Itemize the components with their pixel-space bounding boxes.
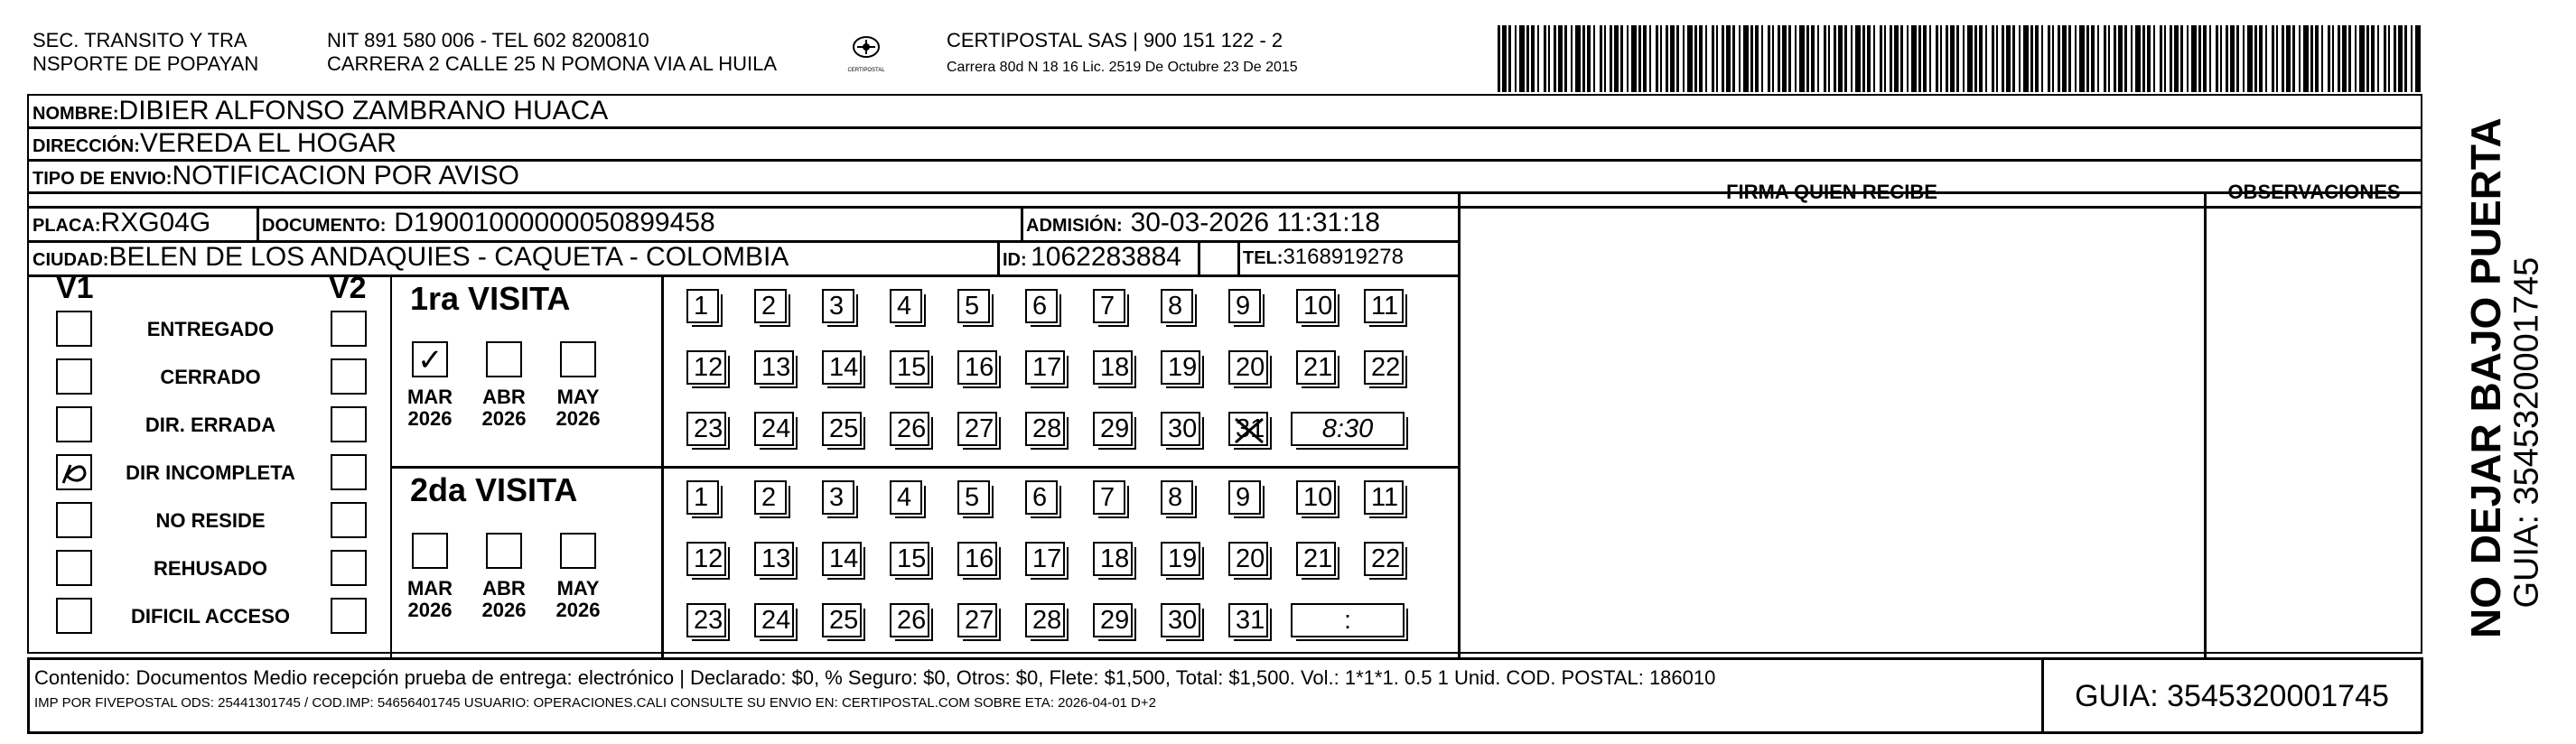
visit-1-day-20[interactable]: 20 (1228, 350, 1268, 385)
placa-row: PLACA:RXG04G (33, 208, 211, 237)
v2-label: V2 (329, 271, 367, 305)
visit-2-day-7[interactable]: 7 (1093, 480, 1125, 515)
visit-1-day-8[interactable]: 8 (1161, 289, 1193, 323)
v1-checkbox-rehusado[interactable] (56, 550, 92, 586)
visit-2-day-17[interactable]: 17 (1025, 542, 1065, 576)
observations-area[interactable] (2206, 209, 2422, 656)
visit-1-day-26[interactable]: 26 (890, 412, 929, 446)
visit-1-day-12[interactable]: 12 (686, 350, 726, 385)
v2-checkbox-dificil-acceso[interactable] (331, 598, 367, 634)
signature-area[interactable] (1460, 209, 2204, 656)
visit-2-day-30[interactable]: 30 (1161, 603, 1200, 637)
visit-1-day-23[interactable]: 23 (686, 412, 726, 446)
visit-1-day-15[interactable]: 15 (890, 350, 929, 385)
visit-1-day-5[interactable]: 5 (957, 289, 990, 323)
visit-2-day-29[interactable]: 29 (1093, 603, 1133, 637)
visit-1-day-28[interactable]: 28 (1025, 412, 1065, 446)
visit-2-day-22[interactable]: 22 (1364, 542, 1404, 576)
visit-1-day-11[interactable]: 11 (1364, 289, 1404, 323)
visit-2-day-6[interactable]: 6 (1025, 480, 1058, 515)
visit-2-day-9[interactable]: 9 (1228, 480, 1261, 515)
barcode-graphic (1498, 25, 2424, 92)
visit-2-day-13[interactable]: 13 (754, 542, 794, 576)
visit-2-title: 2da VISITA (410, 471, 578, 508)
visit-1-day-22[interactable]: 22 (1364, 350, 1404, 385)
tipo-row: TIPO DE ENVIO:NOTIFICACION POR AVISO (33, 161, 519, 191)
visit-2-day-18[interactable]: 18 (1093, 542, 1133, 576)
visit-1-day-16[interactable]: 16 (957, 350, 997, 385)
visit-1-day-4[interactable]: 4 (890, 289, 922, 323)
footer-guia: GUIA: 3545320001745 (2075, 679, 2389, 713)
visit-1-day-25[interactable]: 25 (822, 412, 862, 446)
visit-1-day-21[interactable]: 21 (1296, 350, 1336, 385)
sender-line-1: SEC. TRANSITO Y TRA (33, 29, 247, 51)
recipient-id: 1062283884 (1031, 242, 1181, 272)
visit-2-day-4[interactable]: 4 (890, 480, 922, 515)
visit-2-month-checkbox-mar[interactable] (412, 533, 448, 569)
status-label-entregado: ENTREGADO (146, 318, 275, 340)
status-label-dificil-acceso: DIFICIL ACCESO (130, 605, 290, 628)
visit-1-month-label: MAY 2026 (555, 386, 601, 430)
v2-checkbox-cerrado[interactable] (331, 358, 367, 395)
status-label-rehusado: REHUSADO (154, 557, 267, 580)
visit-2-day-15[interactable]: 15 (890, 542, 929, 576)
v2-checkbox-dir-errada[interactable] (331, 406, 367, 442)
visit-1-day-10[interactable]: 10 (1296, 289, 1336, 323)
recipient-name: DIBIER ALFONSO ZAMBRANO HUACA (118, 96, 609, 126)
sender-address: CARRERA 2 CALLE 25 N POMONA VIA AL HUILA (327, 52, 778, 75)
visit-2-day-24[interactable]: 24 (754, 603, 794, 637)
visit-2-day-21[interactable]: 21 (1296, 542, 1336, 576)
visit-1-day-31[interactable]: 31 (1228, 412, 1268, 446)
visit-2-day-25[interactable]: 25 (822, 603, 862, 637)
company-line: CERTIPOSTAL SAS | 900 151 122 - 2 (947, 29, 1283, 51)
visit-2-time-field[interactable]: : (1291, 603, 1405, 637)
admission-datetime: 30-03-2026 11:31:18 (1130, 208, 1380, 237)
visit-1-day-19[interactable]: 19 (1161, 350, 1200, 385)
recipient-phone: 3168919278 (1283, 245, 1404, 269)
recipient-address: VEREDA EL HOGAR (139, 128, 397, 158)
visit-2-day-14[interactable]: 14 (822, 542, 862, 576)
visit-2-month-checkbox-abr[interactable] (486, 533, 522, 569)
sender-name (33, 29, 258, 76)
visit-1-month-label: MAR 2026 (406, 386, 453, 430)
visit-1-day-27[interactable]: 27 (957, 412, 997, 446)
recipient-city: BELEN DE LOS ANDAQUIES - CAQUETA - COLOMBIA (108, 242, 789, 272)
visit-2-day-16[interactable]: 16 (957, 542, 997, 576)
visit-1-month-checkbox-mar[interactable] (412, 341, 448, 377)
imp-line: IMP POR FIVEPOSTAL ODS: 25441301745 / COD.IMP: 54656401745 USUARIO: OPERACIONES.CALI CONSULTE SU ENVIO EN: CERTIPOSTAL.COM SOBRE ETA: 2026-04-01 D+2 (34, 695, 1156, 711)
id-row: ID: 1062283884 (1003, 242, 1181, 272)
visit-1-day-17[interactable]: 17 (1025, 350, 1065, 385)
visit-2-day-11[interactable]: 11 (1364, 480, 1404, 515)
observaciones-header: OBSERVACIONES (2227, 181, 2401, 203)
status-label-dir-errada: DIR. ERRADA (145, 414, 276, 436)
v1-checkbox-dir-errada[interactable] (56, 406, 92, 442)
visit-2-month-label: MAR 2026 (406, 577, 453, 621)
documento-row: DOCUMENTO: D19001000000050899458 (262, 208, 715, 237)
v2-checkbox-dir-incompleta[interactable] (331, 454, 367, 490)
v1-checkbox-entregado[interactable] (56, 311, 92, 347)
check-mark-icon: ✓ (417, 343, 443, 377)
visit-1-day-30[interactable]: 30 (1161, 412, 1200, 446)
visit-2-day-19[interactable]: 19 (1161, 542, 1200, 576)
visit-2-month-label: ABR 2026 (481, 577, 527, 621)
visit-2-day-2[interactable]: 2 (754, 480, 787, 515)
visit-2-day-31[interactable]: 31 (1228, 603, 1268, 637)
visit-1-month-checkbox-may[interactable] (560, 341, 596, 377)
visit-1-time-field[interactable]: 8:30 (1291, 412, 1405, 446)
plate-number: RXG04G (100, 208, 211, 237)
visit-2-month-label: MAY 2026 (555, 577, 601, 621)
visit-1-day-3[interactable]: 3 (822, 289, 854, 323)
visit-1-day-14[interactable]: 14 (822, 350, 862, 385)
sender-line-2: NSPORTE DE POPAYAN (33, 52, 259, 75)
visit-2-day-27[interactable]: 27 (957, 603, 997, 637)
visit-2-day-5[interactable]: 5 (957, 480, 990, 515)
visit-2-day-20[interactable]: 20 (1228, 542, 1268, 576)
visit-2-day-26[interactable]: 26 (890, 603, 929, 637)
status-label-cerrado: CERRADO (160, 366, 261, 388)
check-mark-icon (58, 456, 90, 488)
v1-checkbox-dir-incompleta[interactable] (56, 454, 92, 490)
status-label-no-reside: NO RESIDE (155, 509, 266, 532)
nit-line: NIT 891 580 006 - TEL 602 8200810 (327, 29, 649, 51)
visit-2-day-28[interactable]: 28 (1025, 603, 1065, 637)
visit-2-day-23[interactable]: 23 (686, 603, 726, 637)
visit-2-day-1[interactable]: 1 (686, 480, 719, 515)
visit-2-day-3[interactable]: 3 (822, 480, 854, 515)
v2-checkbox-no-reside[interactable] (331, 502, 367, 538)
v1-label: V1 (56, 271, 94, 305)
visit-2-day-12[interactable]: 12 (686, 542, 726, 576)
visit-2-day-8[interactable]: 8 (1161, 480, 1193, 515)
ciudad-row: CIUDAD:BELEN DE LOS ANDAQUIES - CAQUETA - COLOMBIA (33, 242, 789, 272)
visit-1-title: 1ra VISITA (410, 280, 571, 317)
visit-1-day-2[interactable]: 2 (754, 289, 787, 323)
visit-1-day-18[interactable]: 18 (1093, 350, 1133, 385)
visit-1-month-label: ABR 2026 (481, 386, 527, 430)
v1-checkbox-no-reside[interactable] (56, 502, 92, 538)
cross-mark-icon (1230, 414, 1270, 448)
barcode (1498, 25, 2424, 92)
admision-row: ADMISIÓN: 30-03-2026 11:31:18 (1026, 208, 1380, 237)
side-guia: GUIA: 3545320001745 (2507, 256, 2546, 609)
v1-checkbox-dificil-acceso[interactable] (56, 598, 92, 634)
direccion-row: DIRECCIÓN:VEREDA EL HOGAR (33, 128, 397, 158)
visit-1-day-13[interactable]: 13 (754, 350, 794, 385)
v1-checkbox-cerrado[interactable] (56, 358, 92, 395)
shipment-type: NOTIFICACION POR AVISO (172, 161, 519, 191)
no-dejar-notice: NO DEJAR BAJO PUERTA (2462, 117, 2509, 638)
sender-contact (327, 29, 777, 76)
visit-1-day-6[interactable]: 6 (1025, 289, 1058, 323)
firma-header: FIRMA QUIEN RECIBE (1726, 181, 1937, 203)
nombre-row: NOMBRE:DIBIER ALFONSO ZAMBRANO HUACA (33, 96, 609, 126)
visit-2-day-10[interactable]: 10 (1296, 480, 1336, 515)
visit-1-month-checkbox-abr[interactable] (486, 341, 522, 377)
visit-1-day-9[interactable]: 9 (1228, 289, 1261, 323)
certipostal-logo: CERTIPOSTAL (845, 33, 887, 69)
visit-1-day-24[interactable]: 24 (754, 412, 794, 446)
visit-2-month-checkbox-may[interactable] (560, 533, 596, 569)
v2-checkbox-entregado[interactable] (331, 311, 367, 347)
document-number: D19001000000050899458 (394, 208, 715, 237)
contents-line: Contenido: Documentos Medio recepción prueba de entrega: electrónico | Declarado: $0, % Seguro: $0, Otros: $0, Flete: $1,500, Total: $1,500. Vol.: 1*1*1. 0.5 1 Unid. COD. POSTAL: 186010 (34, 666, 1716, 689)
status-label-dir-incompleta: DIR INCOMPLETA (126, 461, 295, 484)
v2-checkbox-rehusado[interactable] (331, 550, 367, 586)
logo-icon (845, 33, 887, 69)
visit-1-day-7[interactable]: 7 (1093, 289, 1125, 323)
visit-1-day-29[interactable]: 29 (1093, 412, 1133, 446)
side-notice (2430, 117, 2547, 650)
visit-1-day-1[interactable]: 1 (686, 289, 719, 323)
company-license: Carrera 80d N 18 16 Lic. 2519 De Octubre 23 De 2015 (947, 60, 1298, 75)
tel-row: TEL:3168919278 (1243, 245, 1404, 269)
